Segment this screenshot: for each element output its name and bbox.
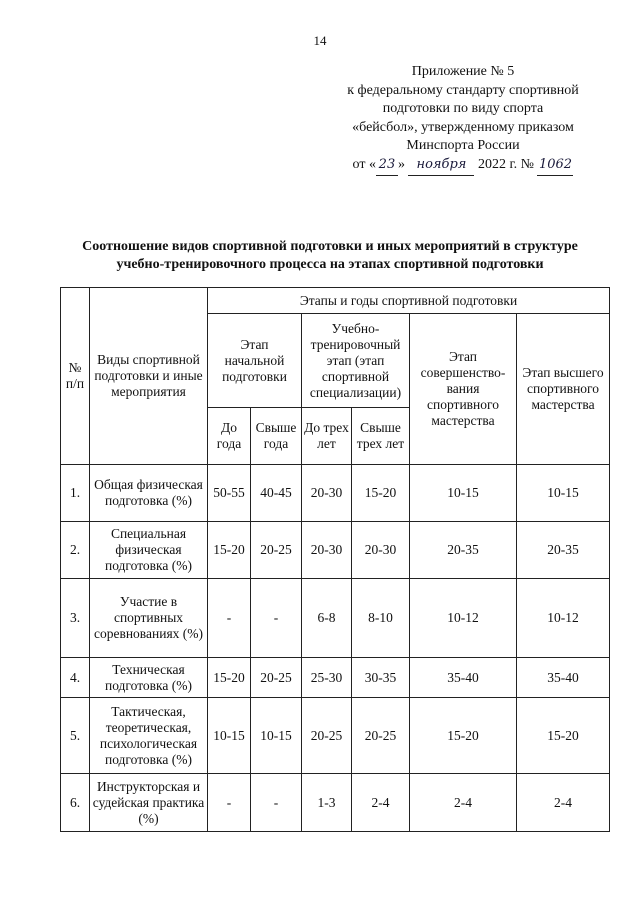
row-cell: - xyxy=(208,774,251,832)
row-cell: 15-20 xyxy=(410,698,517,774)
order-number: 1062 xyxy=(537,156,573,176)
row-cell: 6-8 xyxy=(302,579,352,658)
title-line-2: учебно-тренировочного процесса на этапах спортивной подготовки xyxy=(116,257,544,272)
header-stage-training: Учебно-тренировочный этап (этап спортивной специализации) xyxy=(302,314,410,408)
row-cell: 15-20 xyxy=(352,465,410,522)
row-cell: 10-15 xyxy=(251,698,302,774)
header-stage-initial: Этап начальной подготовки xyxy=(208,314,302,408)
header-stage-higher: Этап высшего спортивного мастерства xyxy=(517,314,610,465)
row-cell: 50-55 xyxy=(208,465,251,522)
row-cell: 10-15 xyxy=(517,465,610,522)
row-num: 6. xyxy=(61,774,90,832)
row-cell: 15-20 xyxy=(208,658,251,698)
date-month: ноября xyxy=(408,156,474,176)
row-cell: 1-3 xyxy=(302,774,352,832)
row-name: Участие в спортивных соревнованиях (%) xyxy=(90,579,208,658)
table-row xyxy=(61,465,610,522)
row-cell: 15-20 xyxy=(208,522,251,579)
row-cell: 20-25 xyxy=(251,658,302,698)
row-cell: 35-40 xyxy=(517,658,610,698)
row-cell: 20-30 xyxy=(302,522,352,579)
appendix-line-4: «бейсбол», утвержденному приказом xyxy=(352,119,574,135)
subheader-over-three: Свыше трех лет xyxy=(352,408,410,465)
row-cell: 20-30 xyxy=(352,522,410,579)
date-prefix: от « xyxy=(352,156,376,172)
table-row xyxy=(61,698,610,774)
row-cell: 35-40 xyxy=(410,658,517,698)
page-number: 14 xyxy=(313,33,327,48)
row-cell: 2-4 xyxy=(352,774,410,832)
row-cell: 10-12 xyxy=(517,579,610,658)
table-row xyxy=(61,522,610,579)
row-num: 4. xyxy=(61,658,90,698)
subheader-up-to-three: До трех лет xyxy=(302,408,352,465)
row-name: Тактическая, теоретическая, психологическая подготовка (%) xyxy=(90,698,208,774)
row-cell: 25-30 xyxy=(302,658,352,698)
row-name: Специальная физическая подготовка (%) xyxy=(90,522,208,579)
header-types: Виды спортивной подготовки и иные мероприятия xyxy=(90,288,208,465)
appendix-line-1: Приложение № 5 xyxy=(411,64,515,79)
appendix-line-3: подготовки по виду спорта xyxy=(382,101,544,117)
table-row xyxy=(61,658,610,698)
row-cell: - xyxy=(251,579,302,658)
row-cell: 20-25 xyxy=(352,698,410,774)
appendix-line-5: Минспорта России xyxy=(406,138,520,154)
table-row xyxy=(61,579,610,658)
row-name: Техническая подготовка (%) xyxy=(90,658,208,698)
row-name: Общая физическая подготовка (%) xyxy=(90,465,208,522)
row-cell: 15-20 xyxy=(517,698,610,774)
row-num: 1. xyxy=(61,465,90,522)
row-cell: 20-35 xyxy=(410,522,517,579)
appendix-block xyxy=(318,63,608,176)
row-cell: 30-35 xyxy=(352,658,410,698)
row-cell: 8-10 xyxy=(352,579,410,658)
table-row xyxy=(61,774,610,832)
row-cell: 10-12 xyxy=(410,579,517,658)
date-year: 2022 г. № xyxy=(477,156,534,172)
appendix-date-line xyxy=(318,156,608,176)
row-cell: 20-35 xyxy=(517,522,610,579)
appendix-line-2: к федеральному стандарту спортивной xyxy=(347,82,579,98)
subheader-over-year: Свыше года xyxy=(251,408,302,465)
row-cell: 2-4 xyxy=(517,774,610,832)
row-cell: 10-15 xyxy=(208,698,251,774)
row-cell: 2-4 xyxy=(410,774,517,832)
title-line-1: Соотношение видов спортивной подготовки и иных мероприятий в структуре xyxy=(82,239,578,254)
row-num: 3. xyxy=(61,579,90,658)
row-num: 5. xyxy=(61,698,90,774)
row-name: Инструкторская и судейская практика (%) xyxy=(90,774,208,832)
date-mid: » xyxy=(397,156,405,172)
header-num: № п/п xyxy=(61,288,90,465)
header-stage-improvement: Этап совершенство-вания спортивного мастерства xyxy=(410,314,517,465)
training-ratio-table xyxy=(60,287,610,832)
row-cell: 40-45 xyxy=(251,465,302,522)
row-cell: - xyxy=(251,774,302,832)
subheader-up-to-year: До года xyxy=(208,408,251,465)
header-stages: Этапы и годы спортивной подготовки xyxy=(208,288,610,314)
row-cell: 20-25 xyxy=(251,522,302,579)
row-num: 2. xyxy=(61,522,90,579)
document-title xyxy=(50,238,610,274)
row-cell: - xyxy=(208,579,251,658)
row-cell: 20-25 xyxy=(302,698,352,774)
date-day: 23 xyxy=(376,156,398,176)
row-cell: 20-30 xyxy=(302,465,352,522)
row-cell: 10-15 xyxy=(410,465,517,522)
